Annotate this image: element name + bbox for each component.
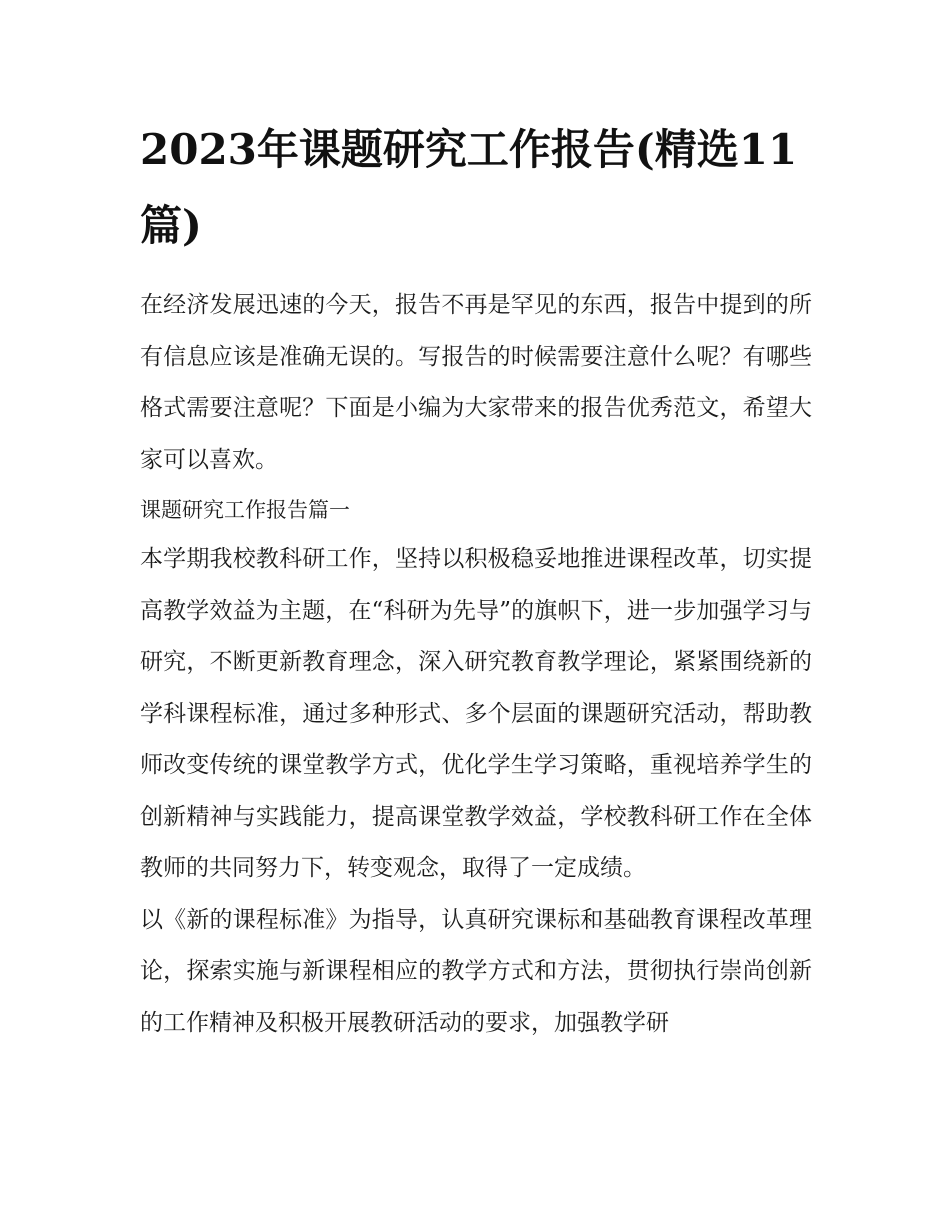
body-paragraph-1: 本学期我校教科研工作，坚持以积极稳妥地推进课程改革，切实提高教学效益为主题，在“科研为先导”的旗帜下，进一步加强学习与研究，不断更新教育理念，深入研究教育教学理论，紧紧围绕新的学科课程标准，通过多种形式、多个层面的课题研究活动，帮助教师改变传统的课堂教学方式，优化学生学习策略，重视培养学生的创新精神与实践能力，提高课堂教学效益，学校教科研工作在全体教师的共同努力下，转变观念，取得了一定成绩。 — [140, 546, 812, 881]
body-paragraph-2: 以《新的课程标准》为指导，认真研究课标和基础教育课程改革理论，探索实施与新课程相应的教学方式和方法，贯彻执行崇尚创新的工作精神及积极开展教研活动的要求，加强教学研 — [140, 906, 812, 1036]
document-title: 2023年课题研究工作报告(精选11篇) — [140, 125, 798, 250]
intro-paragraph: 在经济发展迅速的今天，报告不再是罕见的东西，报告中提到的所有信息应该是准确无误的。写报告的时候需要注意什么呢？有哪些格式需要注意呢？下面是小编为大家带来的报告优秀范文，希望大家可以喜欢。 — [140, 292, 812, 473]
section-heading: 课题研究工作报告篇一 — [140, 498, 350, 522]
document-page — [140, 112, 812, 1049]
